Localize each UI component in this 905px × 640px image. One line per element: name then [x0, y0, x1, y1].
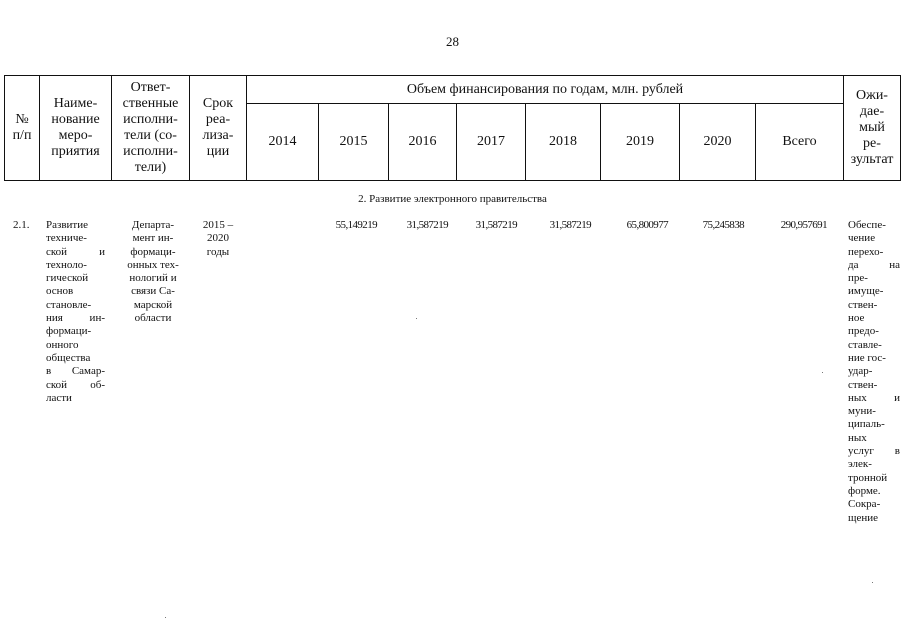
- header-name: Наиме- нование меро- приятия: [51, 96, 100, 159]
- row-number: 2.1.: [13, 219, 30, 231]
- scan-speck: [416, 318, 417, 319]
- year-2015: 2015: [339, 134, 368, 149]
- value-2017: 31,587219: [475, 219, 517, 231]
- page-number: 28: [446, 34, 459, 49]
- year-2014: 2014: [268, 134, 297, 149]
- scan-speck: [872, 582, 873, 583]
- scan-speck: [822, 372, 823, 373]
- year-2020: 2020: [703, 134, 732, 149]
- row-name: Развитие техниче- ской и техноло- гической основ становле- ния ин- формаци- онного общества в Самар- ской об- ласти: [46, 219, 105, 404]
- value-2019: 65,800977: [626, 219, 668, 231]
- header-number: № п/п: [12, 112, 32, 143]
- border-right: [900, 75, 901, 181]
- year-2016: 2016: [408, 134, 437, 149]
- header-responsible: Ответ- ственные исполни- тели (со- исполни- тели): [122, 80, 179, 175]
- value-2016: 31,587219: [406, 219, 448, 231]
- year-2017: 2017: [477, 134, 505, 149]
- value-2015: 55,149219: [335, 219, 377, 231]
- year-2018: 2018: [549, 134, 577, 149]
- year-total: Всего: [782, 134, 817, 149]
- row-responsible: Департа- мент ин- формаци- онных тех- нологий и связи Са- марской области: [127, 219, 179, 325]
- header-funding: Объем финансирования по годам, млн. рублей: [406, 81, 684, 97]
- section-title: 2. Развитие электронного правительства: [358, 193, 547, 205]
- row-period: 2015 – 2020 годы: [202, 219, 234, 258]
- header-result: Ожи- дае- мый ре- зультат: [850, 88, 894, 167]
- row-result: Обеспе- чение перехо- да на пре- имуще- ствен- ное предо- ставле- ние гос- удар- ствен- ных и муни- ципаль- ных услуг в элек- тронной форме. Сокра- щение: [848, 219, 900, 524]
- year-2019: 2019: [626, 134, 654, 149]
- value-total: 290,957691: [780, 219, 827, 231]
- scan-speck: [165, 617, 166, 618]
- value-2018: 31,587219: [549, 219, 591, 231]
- header-period: Срок реа- лиза- ции: [202, 96, 234, 159]
- value-2020: 75,245838: [702, 219, 744, 231]
- header-bottom-border: [4, 180, 901, 181]
